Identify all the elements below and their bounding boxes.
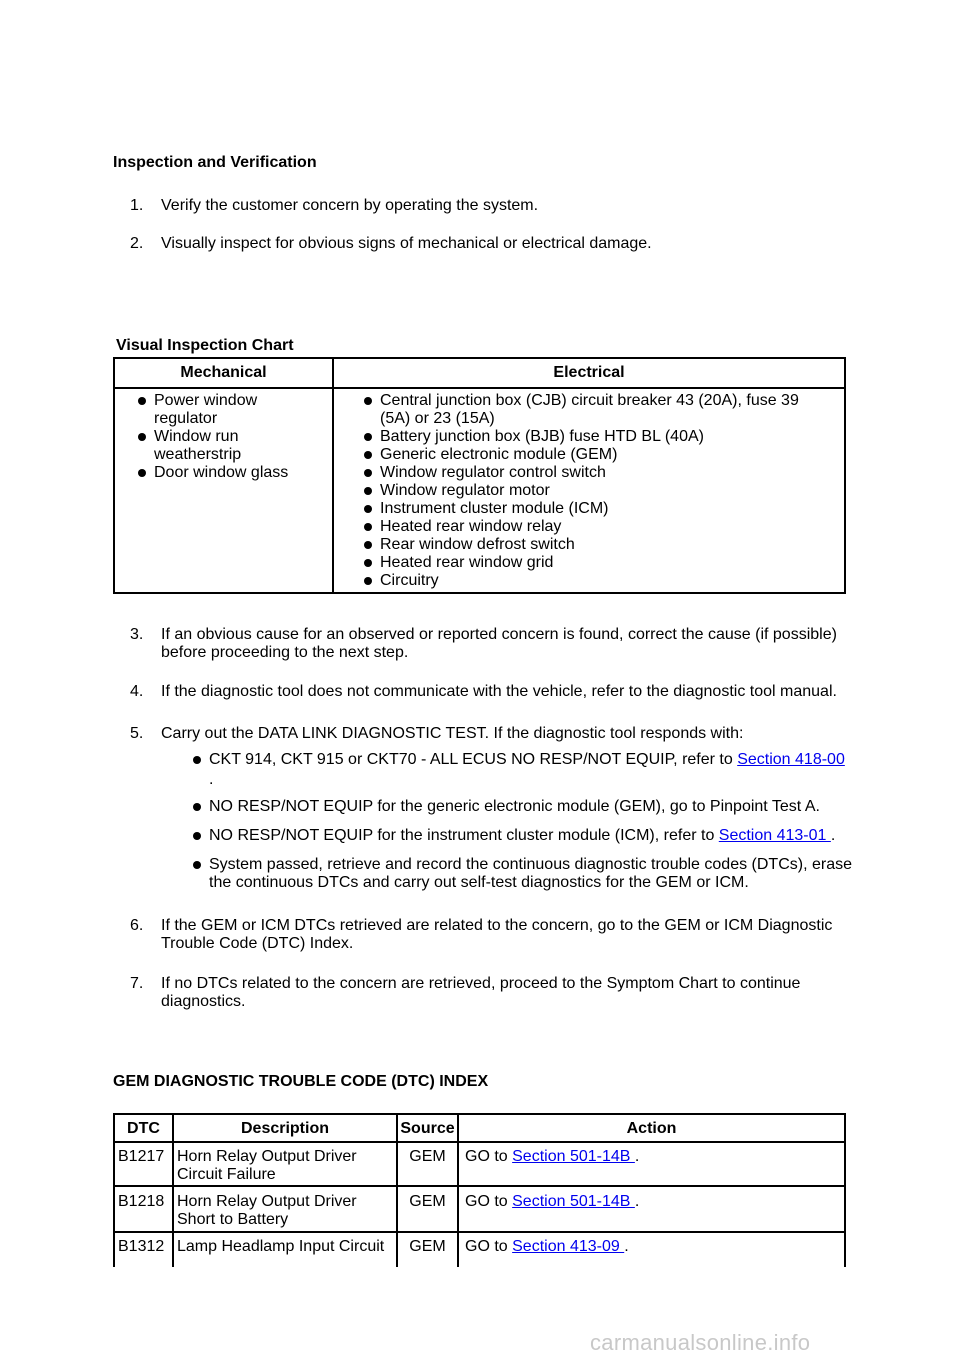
dtc-description: Horn Relay Output Driver Short to Battery	[177, 1193, 357, 1228]
bullet-icon	[364, 451, 372, 459]
list-item: Battery junction box (BJB) fuse HTD BL (40A)	[364, 428, 824, 446]
watermark: carmanualsonline.info	[590, 1330, 811, 1355]
bullet-icon	[364, 469, 372, 477]
column-divider	[332, 359, 334, 592]
row-divider	[115, 1141, 844, 1143]
header-action: Action	[626, 1120, 677, 1137]
row-divider	[115, 1231, 844, 1233]
bullet-icon	[364, 541, 372, 549]
list-item: Generic electronic module (GEM)	[364, 446, 824, 464]
list-item: Heated rear window relay	[364, 518, 824, 536]
step-5	[130, 725, 850, 743]
dtc-source: GEM	[409, 1238, 446, 1255]
section-501-14b-link[interactable]: Section 501-14B	[512, 1148, 635, 1165]
header-dtc: DTC	[127, 1120, 160, 1137]
list-item: Window regulator motor	[364, 482, 824, 500]
dtc-code: B1218	[118, 1193, 165, 1210]
list-item: Power window regulator	[138, 392, 323, 428]
bullet-icon	[364, 577, 372, 585]
electrical-list	[364, 392, 824, 590]
bullet-item: NO RESP/NOT EQUIP for the generic electronic module (GEM), go to Pinpoint Test A.	[193, 797, 853, 817]
header-divider	[115, 387, 844, 389]
dtc-action: GO to Section 413-09 .	[465, 1238, 629, 1255]
list-item: Rear window defrost switch	[364, 536, 824, 554]
visual-chart-title: Visual Inspection Chart	[116, 337, 294, 354]
header-source: Source	[400, 1120, 455, 1137]
list-item: Circuitry	[364, 572, 824, 590]
step-4	[130, 683, 850, 701]
step-text: If the diagnostic tool does not communicate with the vehicle, refer to the diagnostic tool manual.	[161, 683, 837, 700]
step-1	[130, 197, 850, 215]
bullet-item: NO RESP/NOT EQUIP for the instrument cluster module (ICM), refer to Section 413-01 .	[193, 826, 853, 846]
step-text: If the GEM or ICM DTCs retrieved are related to the concern, go to the GEM or ICM Diagnostic Trouble Code (DTC) Index.	[161, 917, 833, 952]
list-item: Window run weatherstrip	[138, 428, 323, 464]
bullet-item: CKT 914, CKT 915 or CKT70 - ALL ECUS NO RESP/NOT EQUIP, refer to Section 418-00 .	[193, 750, 853, 790]
list-item: Instrument cluster module (ICM)	[364, 500, 824, 518]
row-divider	[115, 1113, 844, 1115]
section-501-14b-link[interactable]: Section 501-14B	[512, 1193, 635, 1210]
bullet-icon	[364, 523, 372, 531]
bullet-item: System passed, retrieve and record the continuous diagnostic trouble codes (DTCs), erase the continuous DTCs and carry out self-test diagnostics for the GEM or ICM.	[193, 856, 853, 892]
step-3	[130, 626, 850, 662]
bullet-icon	[193, 861, 201, 869]
bullet-icon	[193, 832, 201, 840]
bullet-icon	[364, 559, 372, 567]
section-418-00-link[interactable]: Section 418-00	[737, 751, 845, 768]
step-2	[130, 235, 850, 253]
step-number: 7.	[130, 975, 144, 992]
bullet-icon	[364, 505, 372, 513]
dtc-description: Horn Relay Output Driver Circuit Failure	[177, 1148, 357, 1183]
bullet-icon	[364, 487, 372, 495]
step-number: 4.	[130, 683, 144, 700]
dtc-source: GEM	[409, 1193, 446, 1210]
step-text: If an obvious cause for an observed or reported concern is found, correct the cause (if possible) before proceeding to the next step.	[161, 626, 837, 661]
dtc-code: B1312	[118, 1238, 165, 1255]
bullet-icon	[138, 397, 146, 405]
list-item: Door window glass	[138, 464, 323, 482]
step-text: Visually inspect for obvious signs of mechanical or electrical damage.	[161, 235, 652, 252]
step-number: 2.	[130, 235, 144, 252]
dtc-index-title: GEM DIAGNOSTIC TROUBLE CODE (DTC) INDEX	[113, 1073, 489, 1090]
bullet-icon	[193, 756, 201, 764]
section-413-01-link[interactable]: Section 413-01	[718, 827, 831, 844]
dtc-source: GEM	[409, 1148, 446, 1165]
bullet-icon	[138, 469, 146, 477]
bullet-icon	[364, 397, 372, 405]
step-text: Verify the customer concern by operating the system.	[161, 197, 539, 214]
list-item: Central junction box (CJB) circuit breaker 43 (20A), fuse 39 (5A) or 23 (15A)	[364, 392, 824, 428]
bullet-icon	[364, 433, 372, 441]
list-item: Heated rear window grid	[364, 554, 824, 572]
row-divider	[115, 1185, 844, 1187]
header-electrical: Electrical	[553, 364, 625, 381]
step-7	[130, 975, 850, 1011]
inspection-title: Inspection and Verification	[113, 154, 317, 171]
dtc-action: GO to Section 501-14B .	[465, 1148, 640, 1165]
step-text: Carry out the DATA LINK DIAGNOSTIC TEST. If the diagnostic tool responds with:	[161, 725, 744, 742]
dtc-table	[113, 1113, 846, 1267]
step-number: 6.	[130, 917, 144, 934]
step-6	[130, 917, 850, 953]
dtc-code: B1217	[118, 1148, 165, 1165]
bullet-icon	[193, 803, 201, 811]
step-text: If no DTCs related to the concern are retrieved, proceed to the Symptom Chart to continue diagnostics.	[161, 975, 801, 1010]
section-413-09-link[interactable]: Section 413-09	[512, 1238, 625, 1255]
mechanical-list	[138, 392, 323, 482]
header-mechanical: Mechanical	[180, 364, 267, 381]
step-number: 3.	[130, 626, 144, 643]
step-number: 5.	[130, 725, 144, 742]
dtc-description: Lamp Headlamp Input Circuit	[177, 1238, 385, 1255]
list-item: Window regulator control switch	[364, 464, 824, 482]
bullet-icon	[138, 433, 146, 441]
dtc-action: GO to Section 501-14B .	[465, 1193, 640, 1210]
visual-inspection-chart	[113, 357, 846, 594]
step-number: 1.	[130, 197, 144, 214]
header-description: Description	[240, 1120, 329, 1137]
